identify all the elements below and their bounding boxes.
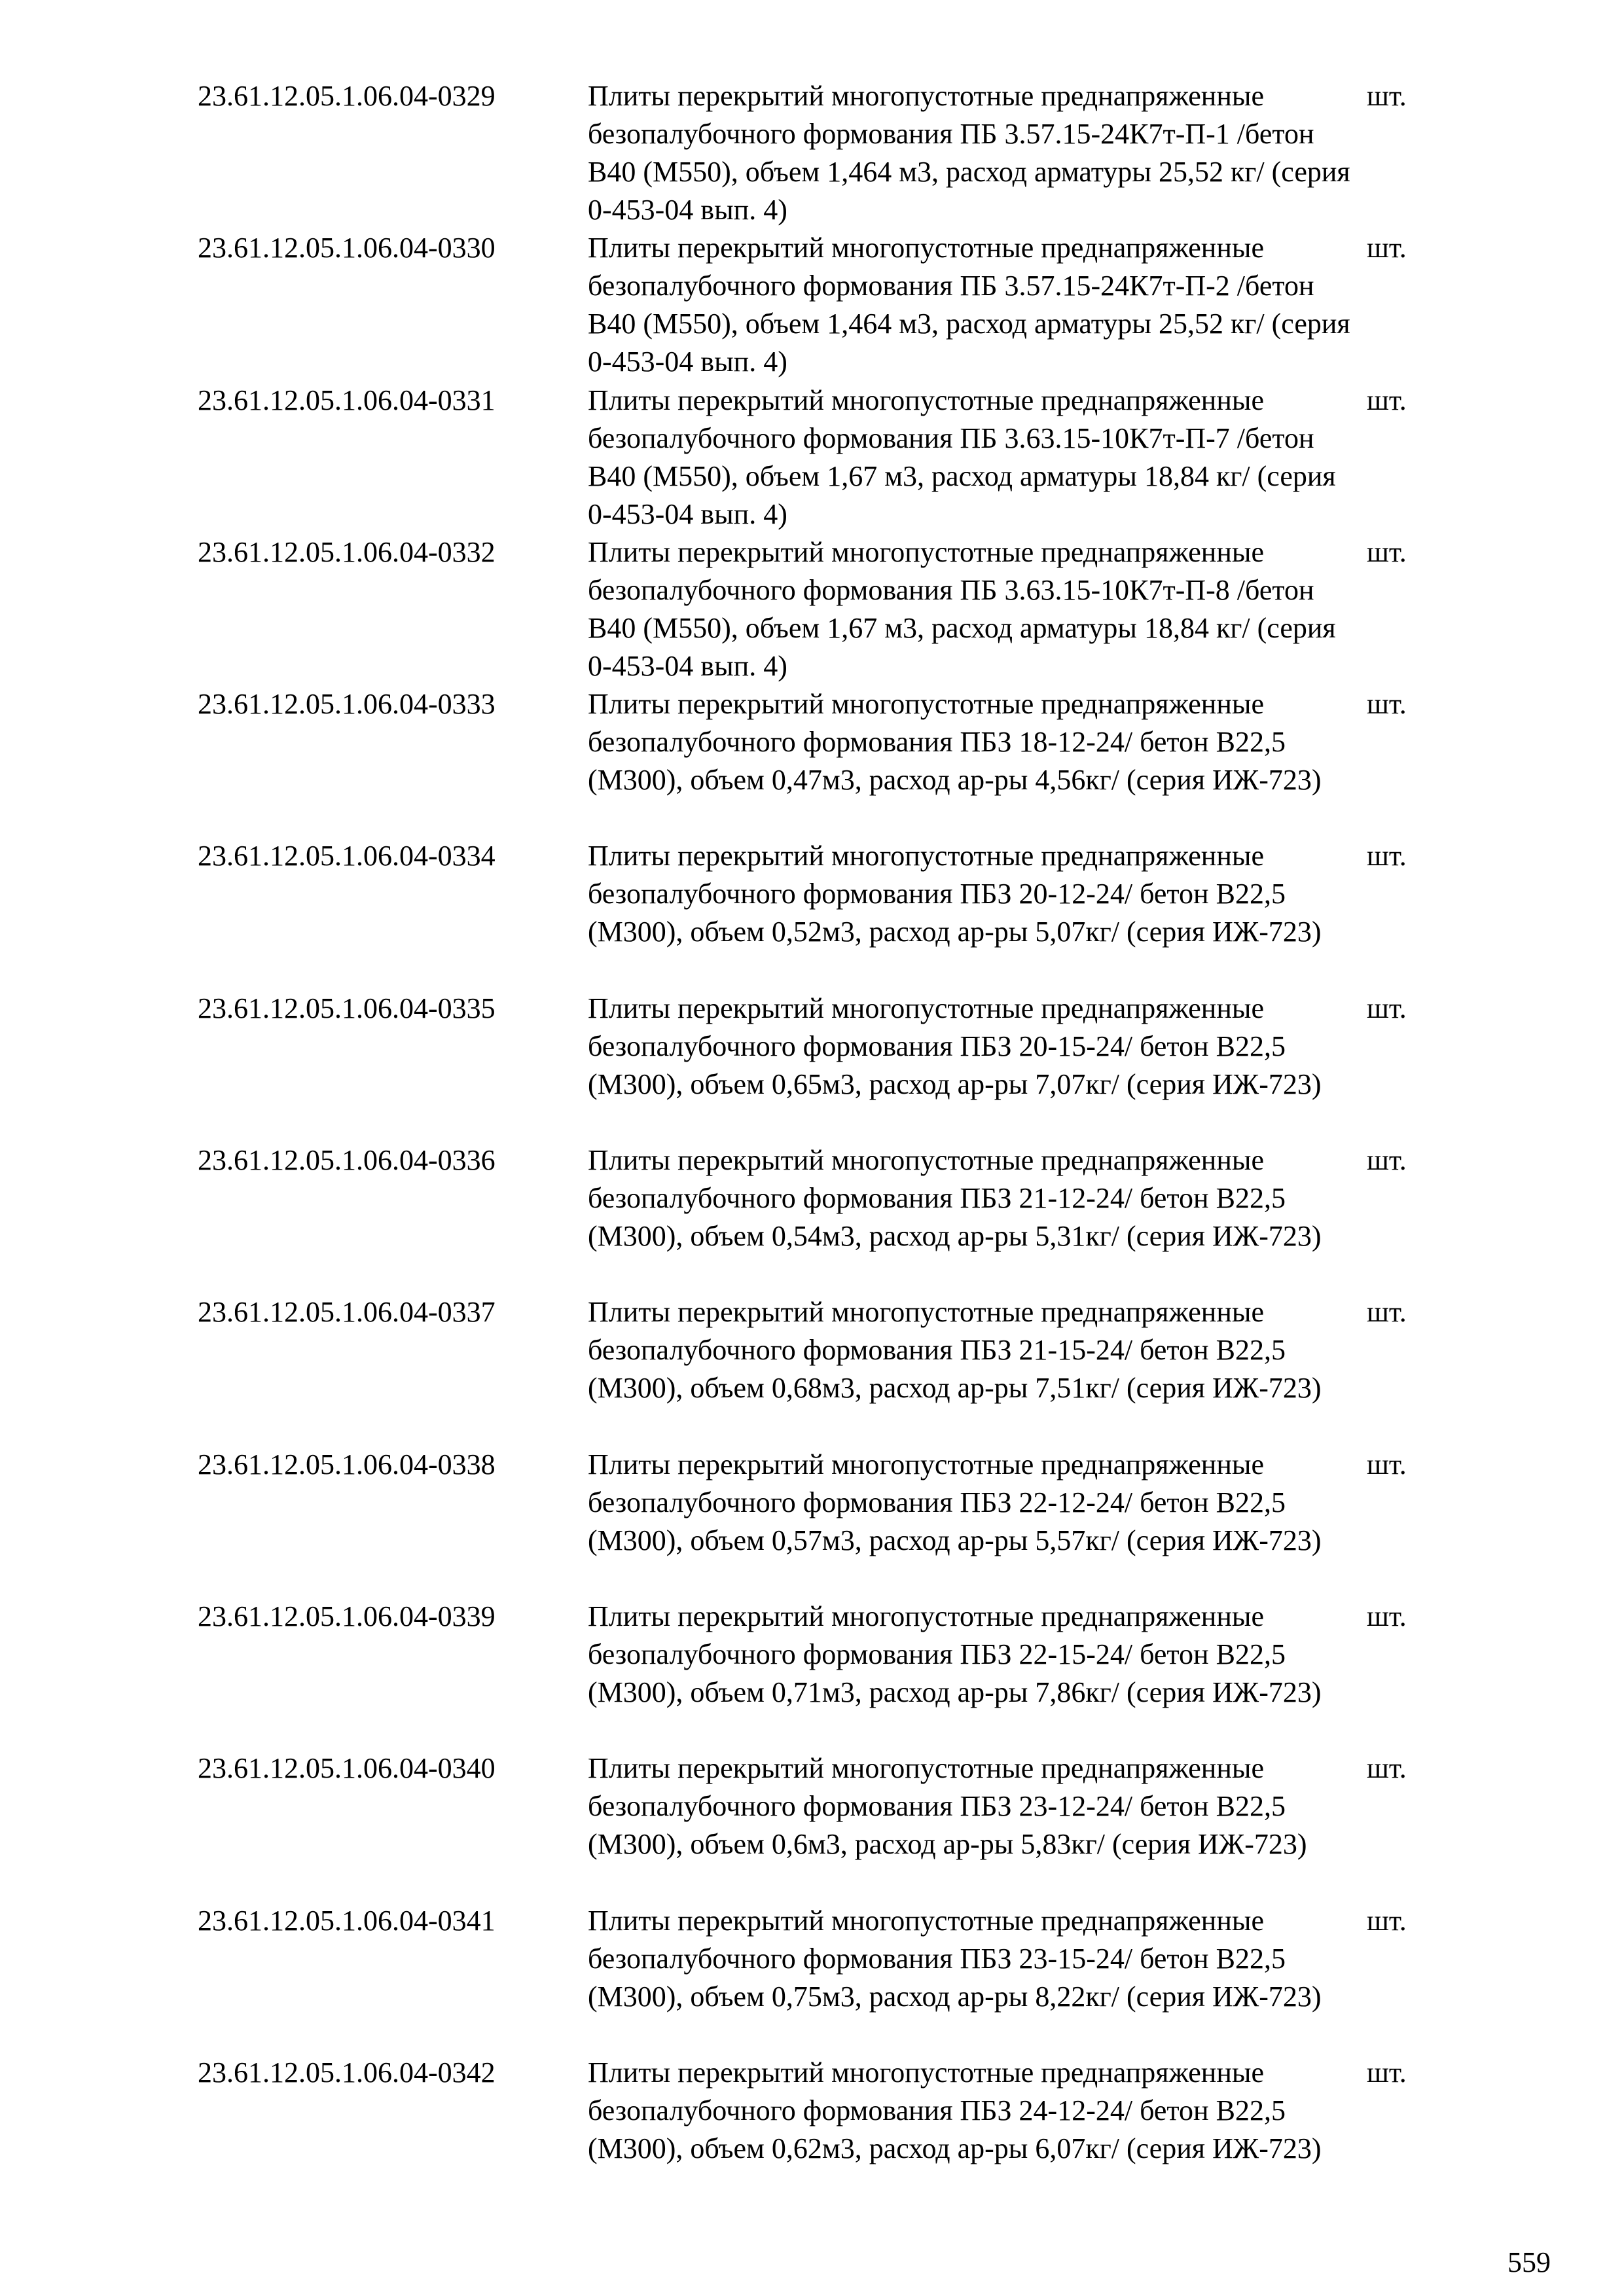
item-description: Плиты перекрытий многопустотные преднапряженные безопалубочного формования ПБ 3.63.15-10К7т-П-8 /бетон В40 (М550), объем 1,67 м3, расход арматуры 18,84 кг/ (серия 0-453-04 вып. 4) <box>588 535 1336 682</box>
item-code: 23.61.12.05.1.06.04-0337 <box>198 1296 496 1329</box>
list-item <box>198 533 1441 685</box>
item-unit: шт. <box>1367 1752 1407 1785</box>
list-item <box>198 1446 1441 1598</box>
list-item <box>198 382 1441 533</box>
item-unit: шт. <box>1367 384 1407 416</box>
item-unit: шт. <box>1367 992 1407 1024</box>
item-unit: шт. <box>1367 1144 1407 1177</box>
page-number: 559 <box>1507 2246 1551 2278</box>
item-code: 23.61.12.05.1.06.04-0335 <box>198 992 496 1024</box>
item-unit: шт. <box>1367 1448 1407 1480</box>
item-unit: шт. <box>1367 1904 1407 1937</box>
item-description: Плиты перекрытий многопустотные преднапряженные безопалубочного формования ПБЗ 20-12-24/ бетон В22,5 (М300), объем 0,52м3, расход ар-ры 5,07кг/ (серия ИЖ-723) <box>588 840 1322 948</box>
list-item <box>198 77 1441 229</box>
item-code: 23.61.12.05.1.06.04-0332 <box>198 535 496 568</box>
list-item <box>198 990 1441 1141</box>
list-item <box>198 1598 1441 1749</box>
list-item <box>198 685 1441 837</box>
list-item <box>198 1749 1441 1901</box>
item-code: 23.61.12.05.1.06.04-0336 <box>198 1144 496 1177</box>
item-description: Плиты перекрытий многопустотные преднапряженные безопалубочного формования ПБ 3.63.15-10К7т-П-7 /бетон В40 (М550), объем 1,67 м3, расход арматуры 18,84 кг/ (серия 0-453-04 вып. 4) <box>588 384 1336 530</box>
item-code: 23.61.12.05.1.06.04-0334 <box>198 840 496 872</box>
item-description: Плиты перекрытий многопустотные преднапряженные безопалубочного формования ПБЗ 23-15-24/ бетон В22,5 (М300), объем 0,75м3, расход ар-ры 8,22кг/ (серия ИЖ-723) <box>588 1904 1322 2013</box>
item-unit: шт. <box>1367 2056 1407 2089</box>
list-item <box>198 2054 1441 2206</box>
item-code: 23.61.12.05.1.06.04-0341 <box>198 1904 496 1937</box>
item-unit: шт. <box>1367 1600 1407 1632</box>
item-code: 23.61.12.05.1.06.04-0329 <box>198 80 496 112</box>
list-item <box>198 1141 1441 1293</box>
list-item <box>198 1902 1441 2054</box>
item-description: Плиты перекрытий многопустотные преднапряженные безопалубочного формования ПБ 3.57.15-24К7т-П-2 /бетон В40 (М550), объем 1,464 м3, расход арматуры 25,52 кг/ (серия 0-453-04 вып. 4) <box>588 232 1350 378</box>
item-description: Плиты перекрытий многопустотные преднапряженные безопалубочного формования ПБЗ 23-12-24/ бетон В22,5 (М300), объем 0,6м3, расход ар-ры 5,83кг/ (серия ИЖ-723) <box>588 1752 1307 1861</box>
list-item <box>198 229 1441 381</box>
item-description: Плиты перекрытий многопустотные преднапряженные безопалубочного формования ПБЗ 18-12-24/ бетон В22,5 (М300), объем 0,47м3, расход ар-ры 4,56кг/ (серия ИЖ-723) <box>588 688 1322 797</box>
item-unit: шт. <box>1367 232 1407 264</box>
item-description: Плиты перекрытий многопустотные преднапряженные безопалубочного формования ПБЗ 22-15-24/ бетон В22,5 (М300), объем 0,71м3, расход ар-ры 7,86кг/ (серия ИЖ-723) <box>588 1600 1322 1708</box>
item-code: 23.61.12.05.1.06.04-0340 <box>198 1752 496 1785</box>
item-description: Плиты перекрытий многопустотные преднапряженные безопалубочного формования ПБЗ 24-12-24/ бетон В22,5 (М300), объем 0,62м3, расход ар-ры 6,07кг/ (серия ИЖ-723) <box>588 2056 1322 2164</box>
item-unit: шт. <box>1367 1296 1407 1329</box>
item-unit: шт. <box>1367 80 1407 112</box>
item-unit: шт. <box>1367 688 1407 721</box>
item-code: 23.61.12.05.1.06.04-0338 <box>198 1448 496 1480</box>
item-code: 23.61.12.05.1.06.04-0339 <box>198 1600 496 1632</box>
item-code: 23.61.12.05.1.06.04-0342 <box>198 2056 496 2089</box>
list-item <box>198 1293 1441 1445</box>
item-description: Плиты перекрытий многопустотные преднапряженные безопалубочного формования ПБЗ 21-15-24/ бетон В22,5 (М300), объем 0,68м3, расход ар-ры 7,51кг/ (серия ИЖ-723) <box>588 1296 1322 1405</box>
item-unit: шт. <box>1367 535 1407 568</box>
item-description: Плиты перекрытий многопустотные преднапряженные безопалубочного формования ПБЗ 20-15-24/ бетон В22,5 (М300), объем 0,65м3, расход ар-ры 7,07кг/ (серия ИЖ-723) <box>588 992 1322 1100</box>
item-code: 23.61.12.05.1.06.04-0330 <box>198 232 496 264</box>
item-code: 23.61.12.05.1.06.04-0333 <box>198 688 496 721</box>
item-description: Плиты перекрытий многопустотные преднапряженные безопалубочного формования ПБ 3.57.15-24К7т-П-1 /бетон В40 (М550), объем 1,464 м3, расход арматуры 25,52 кг/ (серия 0-453-04 вып. 4) <box>588 80 1350 226</box>
item-code: 23.61.12.05.1.06.04-0331 <box>198 384 496 416</box>
item-description: Плиты перекрытий многопустотные преднапряженные безопалубочного формования ПБЗ 21-12-24/ бетон В22,5 (М300), объем 0,54м3, расход ар-ры 5,31кг/ (серия ИЖ-723) <box>588 1144 1322 1253</box>
item-description: Плиты перекрытий многопустотные преднапряженные безопалубочного формования ПБЗ 22-12-24/ бетон В22,5 (М300), объем 0,57м3, расход ар-ры 5,57кг/ (серия ИЖ-723) <box>588 1448 1322 1556</box>
item-unit: шт. <box>1367 840 1407 872</box>
catalog-list <box>198 77 1441 2206</box>
list-item <box>198 837 1441 989</box>
